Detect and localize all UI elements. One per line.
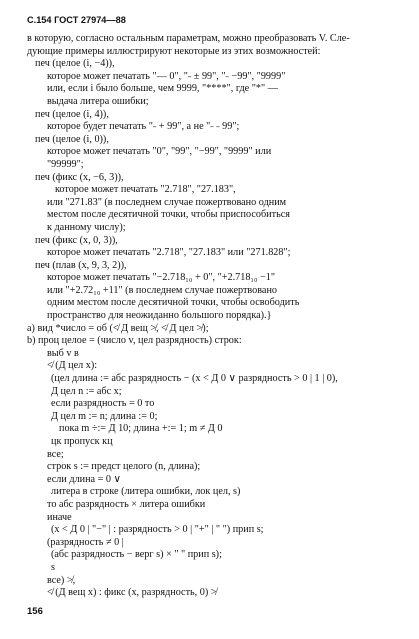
page-number: 156	[27, 606, 43, 617]
text-line: печ (фикс (x, −6, 3)),	[35, 171, 124, 183]
text-line: ≮ (Д вещ x) : фикс (x, разрядность, 0) ≯	[47, 587, 217, 599]
text-line: выдача литера ошибки;	[47, 95, 149, 107]
text-line: печ (целое (i, −4)),	[35, 58, 115, 70]
text-line: все) ≯,	[47, 574, 76, 586]
text-line: (разрядность ≠ 0 |	[47, 536, 124, 548]
text-line: местом после десятичной точки, чтобы приспособиться	[47, 209, 290, 221]
text-line: (цел длина := абс разрядность − (x < Д 0 ∨ разрядность > 0 | 1 | 0),	[51, 373, 338, 385]
text-line: печ (плав (x, 9, 3, 2)),	[35, 259, 127, 271]
text-line: выб v в	[47, 347, 79, 359]
text-line: которое может печатать "−2.718₁₀ + 0", "+2.718₁₀ −1"	[47, 272, 276, 284]
text-line: если длина = 0 ∨	[47, 473, 122, 485]
text-line: иначе	[47, 511, 72, 523]
text-line: литера в строке (литера ошибки, лок цел, s)	[51, 486, 241, 498]
text-line: все;	[47, 448, 64, 460]
text-line: Д цел n := абс x;	[51, 385, 122, 397]
running-header: С.154 ГОСТ 27974—88	[27, 15, 126, 25]
text-line: (абс разрядность − верг s) × " " прип s);	[51, 549, 222, 561]
text-line: или "271.83" (в последнем случае пожертвовано одним	[47, 196, 287, 208]
text-line: печ (фикс (x, 0, 3)),	[35, 234, 118, 246]
text-line: или "+2.72₁₀ +11" (в последнем случае пожертвовано	[47, 284, 277, 296]
body-text	[27, 33, 399, 600]
text-line: которое может печатать "0", "99", "−99", "9999" или	[47, 146, 272, 158]
text-line: которое может печатать "2.718", "27.183",	[55, 184, 236, 196]
text-line: то абс разрядность × литера ошибки	[47, 498, 206, 510]
text-line: a) вид *число = об (≮ Д вещ ≯, ≮ Д цел ≯);	[27, 322, 209, 334]
text-line: (x < Д 0 | "−" | : разрядность > 0 | "+" | " ") прип s;	[51, 524, 264, 536]
text-line: цк пропуск кц	[51, 436, 113, 447]
text-line: или, если i было больше, чем 9999, "****", где "*" —	[47, 83, 278, 95]
text-line: в которую, согласно остальным параметрам, можно преобразовать V. Сле-	[27, 33, 350, 44]
text-line: s	[51, 561, 55, 573]
text-line: если разрядность = 0 то	[51, 398, 155, 410]
text-line: к данному числу);	[47, 221, 126, 233]
text-line: одним местом после десятичной точки, чтобы освободить	[47, 297, 300, 309]
text-line: Д цел m := n; длина := 0;	[51, 410, 158, 422]
text-line: "99999";	[47, 158, 84, 170]
text-line: ≮ (Д цел x):	[47, 360, 98, 372]
text-line: печ (целое (i, 0)),	[35, 133, 109, 145]
text-line: которое будет печатать "˗ + 99", а не "˗ ˗ 99";	[47, 121, 240, 133]
text-line: пока m ÷:= Д 10; длина +:= 1; m ≠ Д 0	[59, 423, 223, 435]
text-line: b) проц целое = (число v, цел разрядность) строк:	[27, 335, 242, 347]
text-line: пространство для неожиданно большого порядка).}	[47, 310, 272, 322]
text-line: строк s := предст целого (n, длина);	[47, 461, 201, 473]
text-line: которое может печатать "˗˗˗ 0", "˗ ± 99", "˗ −99", "9999"	[47, 70, 286, 82]
text-line: которое может печатать "2.718", "27.183" или "271.828";	[47, 247, 291, 259]
text-line: дующие примеры иллюстрируют некоторые из этих возможностей:	[27, 45, 321, 57]
text-line: печ (целое (i, 4)),	[35, 108, 109, 120]
